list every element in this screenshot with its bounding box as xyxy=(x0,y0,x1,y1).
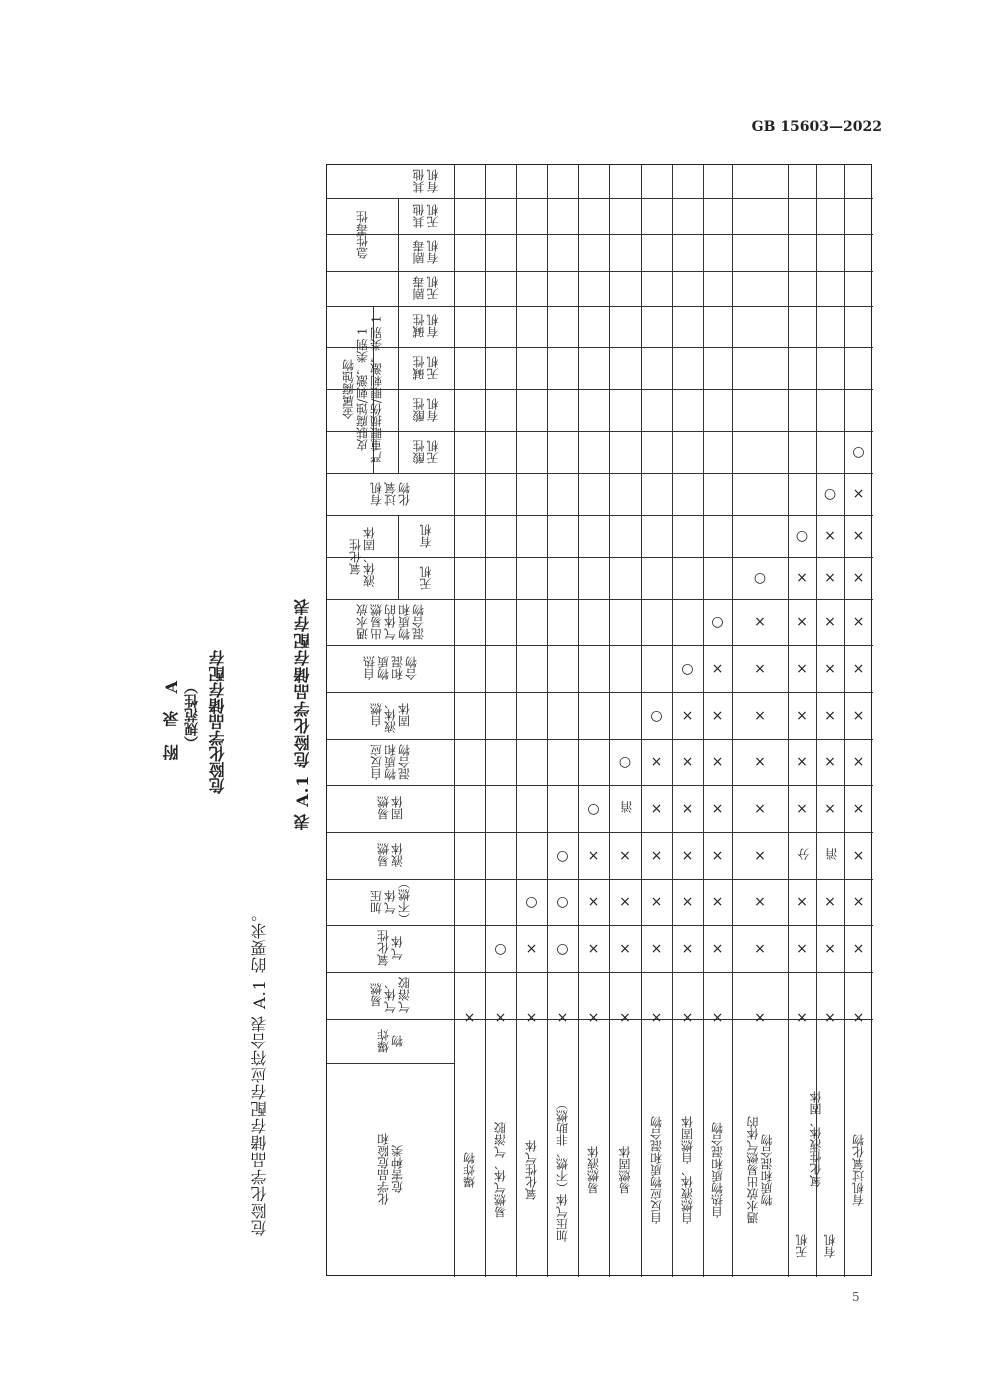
cell-mark: × xyxy=(525,1009,538,1026)
cell-mark: × xyxy=(619,1009,631,1026)
cell-mark: × xyxy=(587,847,600,864)
cell-mark: × xyxy=(754,940,766,957)
cell-mark: 消 xyxy=(620,800,634,813)
cell-mark: × xyxy=(754,800,766,817)
col-subheader-acute_tox-1: 剧毒 有机 xyxy=(412,240,440,265)
row-header-1: 易燃气体、气溶胶 xyxy=(493,1122,508,1218)
col-subheader-acute_tox-0: 剧毒 无机 xyxy=(412,276,440,301)
cell-mark: ○ xyxy=(587,800,600,817)
cell-mark: × xyxy=(824,660,836,677)
cell-mark: × xyxy=(754,754,766,770)
cell-mark: × xyxy=(711,754,724,770)
cell-mark: × xyxy=(711,660,724,677)
col-header-flam_sol: 易燃 固体 xyxy=(376,796,405,821)
cell-mark: × xyxy=(681,940,694,957)
cell-mark: × xyxy=(681,800,694,817)
cell-mark: × xyxy=(824,614,836,630)
cell-mark: × xyxy=(852,847,865,864)
cell-mark: × xyxy=(852,614,865,630)
appendix-title: 危险化学品储存配存 xyxy=(208,650,227,794)
cell-mark: × xyxy=(852,486,865,502)
cell-mark: × xyxy=(711,800,724,817)
cell-mark: × xyxy=(824,528,836,544)
cell-mark: × xyxy=(619,940,631,957)
col-header-org_perox: 有机 过氧 化物 xyxy=(369,482,412,506)
cell-mark: × xyxy=(619,894,631,910)
cell-mark: 消 xyxy=(825,847,839,860)
col-header-ox_gas: 氧化性 气体 xyxy=(376,930,405,967)
appendix-normative: （规范性） xyxy=(184,680,200,750)
col-subheader-ox_ls-0: 无机 xyxy=(419,566,433,590)
cell-mark: × xyxy=(796,940,808,957)
storage-compatibility-table xyxy=(326,164,872,1276)
cell-mark: × xyxy=(650,894,663,910)
col-header-ox_ls: 氧化性 液体、固体 xyxy=(348,527,377,587)
cell-mark: × xyxy=(754,707,766,724)
cell-mark: × xyxy=(754,894,766,910)
col-header-water_react: 遇水放 出易燃 气体的 物质和 混合物 xyxy=(355,604,426,640)
col-header-flam_liq: 易燃 液体 xyxy=(376,843,405,868)
cell-mark: × xyxy=(681,1009,694,1026)
cell-mark: ○ xyxy=(556,847,569,864)
cell-mark: × xyxy=(852,707,865,724)
cell-mark: × xyxy=(824,754,836,770)
cell-mark: ○ xyxy=(823,486,837,502)
cell-mark: × xyxy=(796,614,808,630)
cell-mark: ○ xyxy=(556,940,569,957)
col-subheader-acute_tox-2: 其他 无机 xyxy=(412,204,440,228)
row-header-4: 易燃液体 xyxy=(586,1146,601,1194)
cell-mark: × xyxy=(796,1009,808,1026)
cell-mark: ○ xyxy=(494,940,507,957)
cell-mark: × xyxy=(681,847,694,864)
row-subheader-10: 无机 xyxy=(795,1234,809,1258)
col-header-acute_tox: 急性毒性 xyxy=(355,211,370,260)
col-header-flam_gas: 易燃 气体、 气溶胶 xyxy=(369,977,412,1014)
row-header-12: 有机过氧化物 xyxy=(851,1134,866,1206)
row-header-3: 加压气体（不燃、非助燃） xyxy=(555,1098,570,1242)
cell-mark: × xyxy=(852,528,865,544)
cell-mark: × xyxy=(754,660,766,677)
cell-mark: ○ xyxy=(681,660,694,677)
cell-mark: × xyxy=(852,754,865,770)
cell-mark: × xyxy=(852,894,865,910)
cell-mark: × xyxy=(619,847,631,864)
cell-mark: × xyxy=(824,707,836,724)
cell-mark: × xyxy=(796,894,808,910)
cell-mark: × xyxy=(754,847,766,864)
cell-mark: ○ xyxy=(556,894,569,910)
cell-mark: × xyxy=(650,754,663,770)
row-header-6: 自反应物质和混合物 xyxy=(649,1116,664,1224)
cell-mark: × xyxy=(711,707,724,724)
cell-mark: × xyxy=(494,1009,507,1026)
col-header-pyro: 自燃 液体、 固体 xyxy=(369,697,412,734)
col-subheader-acute_tox-3: 其他 有机 xyxy=(412,169,440,194)
col-subheader-corrosive-3: 碱性 有机 xyxy=(412,314,440,339)
lead-paragraph: 危险化学品储存配存应符合表 A.1 的要求。 xyxy=(250,905,269,1236)
cell-mark: × xyxy=(852,940,865,957)
row-header-2: 氧化性气体 xyxy=(524,1140,539,1200)
page-number: 5 xyxy=(852,1290,860,1304)
cell-mark: × xyxy=(711,847,724,864)
row-header-5: 易燃固体 xyxy=(618,1146,632,1194)
row-header-8: 自热物质和混合物 xyxy=(710,1122,725,1218)
cell-mark: × xyxy=(754,614,766,630)
cell-mark: × xyxy=(796,754,808,770)
cell-mark: × xyxy=(796,660,808,677)
corner-header: 化学品危险和 危害种类 xyxy=(376,1133,405,1205)
cell-mark: × xyxy=(525,940,538,957)
table-title: 表 A.1 危险化学品储存配存表 xyxy=(293,598,312,831)
col-header-press_gas: 加压 气体 （不燃） xyxy=(369,877,412,925)
cell-mark: × xyxy=(463,1009,476,1026)
cell-mark: × xyxy=(796,570,808,586)
cell-mark: × xyxy=(852,800,865,817)
cell-mark: × xyxy=(824,800,836,817)
cell-mark: × xyxy=(587,894,600,910)
cell-mark: ○ xyxy=(618,754,632,770)
cell-mark: × xyxy=(681,754,694,770)
cell-mark: ○ xyxy=(795,528,809,544)
cell-mark: × xyxy=(650,940,663,957)
cell-mark: ○ xyxy=(852,444,865,460)
row-header-0: 爆炸物 xyxy=(462,1152,477,1188)
row-subheader-11: 有机 xyxy=(823,1234,837,1258)
cell-mark: ○ xyxy=(753,570,767,586)
cell-mark: × xyxy=(852,660,865,677)
cell-mark: ○ xyxy=(525,894,538,910)
cell-mark: × xyxy=(587,1009,600,1026)
cell-mark: × xyxy=(650,847,663,864)
col-header-explosive: 爆炸 物 xyxy=(376,1029,405,1053)
cell-mark: × xyxy=(824,940,836,957)
row-header-10: 氧化性液体、固体 xyxy=(809,1091,823,1187)
cell-mark: × xyxy=(824,570,836,586)
cell-mark: × xyxy=(556,1009,569,1026)
cell-mark: × xyxy=(796,707,808,724)
appendix-label: 附 录 A xyxy=(162,675,181,761)
col-subheader-corrosive-2: 碱性 无机 xyxy=(412,356,440,380)
cell-mark: × xyxy=(824,894,836,910)
cell-mark: × xyxy=(587,940,600,957)
cell-mark: × xyxy=(650,1009,663,1026)
cell-mark: × xyxy=(824,1009,836,1026)
row-header-7: 自燃液体、自燃固体 xyxy=(680,1116,695,1224)
col-header-self_heat: 自热 物质 和混 合物 xyxy=(362,656,419,681)
col-header-self_react: 自反应 物质和 混合物 xyxy=(369,744,412,780)
cell-mark: ○ xyxy=(650,707,663,724)
row-header-9: 遇水放出易燃气体的 物质和混合物 xyxy=(746,1116,774,1224)
cell-mark: × xyxy=(852,570,865,586)
cell-mark: × xyxy=(852,1009,865,1026)
cell-mark: × xyxy=(796,800,808,817)
col-header-corrosive: 金属腐蚀物 皮肤腐蚀/刺激，类别 1 严重眼损伤/眼刺激，类别 1 xyxy=(341,315,384,464)
col-subheader-ox_ls-1: 有机 xyxy=(419,524,433,548)
cell-mark: 分 xyxy=(797,847,811,860)
col-subheader-corrosive-0: 酸性 无机 xyxy=(412,440,440,464)
cell-mark: × xyxy=(681,707,694,724)
cell-mark: × xyxy=(711,940,724,957)
col-subheader-corrosive-1: 酸性 有机 xyxy=(412,398,440,422)
cell-mark: × xyxy=(711,1009,724,1026)
cell-mark: × xyxy=(650,800,663,817)
cell-mark: × xyxy=(754,1009,766,1026)
standard-number: GB 15603—2022 xyxy=(751,119,882,135)
cell-mark: × xyxy=(681,894,694,910)
cell-mark: ○ xyxy=(711,614,724,630)
cell-mark: × xyxy=(711,894,724,910)
